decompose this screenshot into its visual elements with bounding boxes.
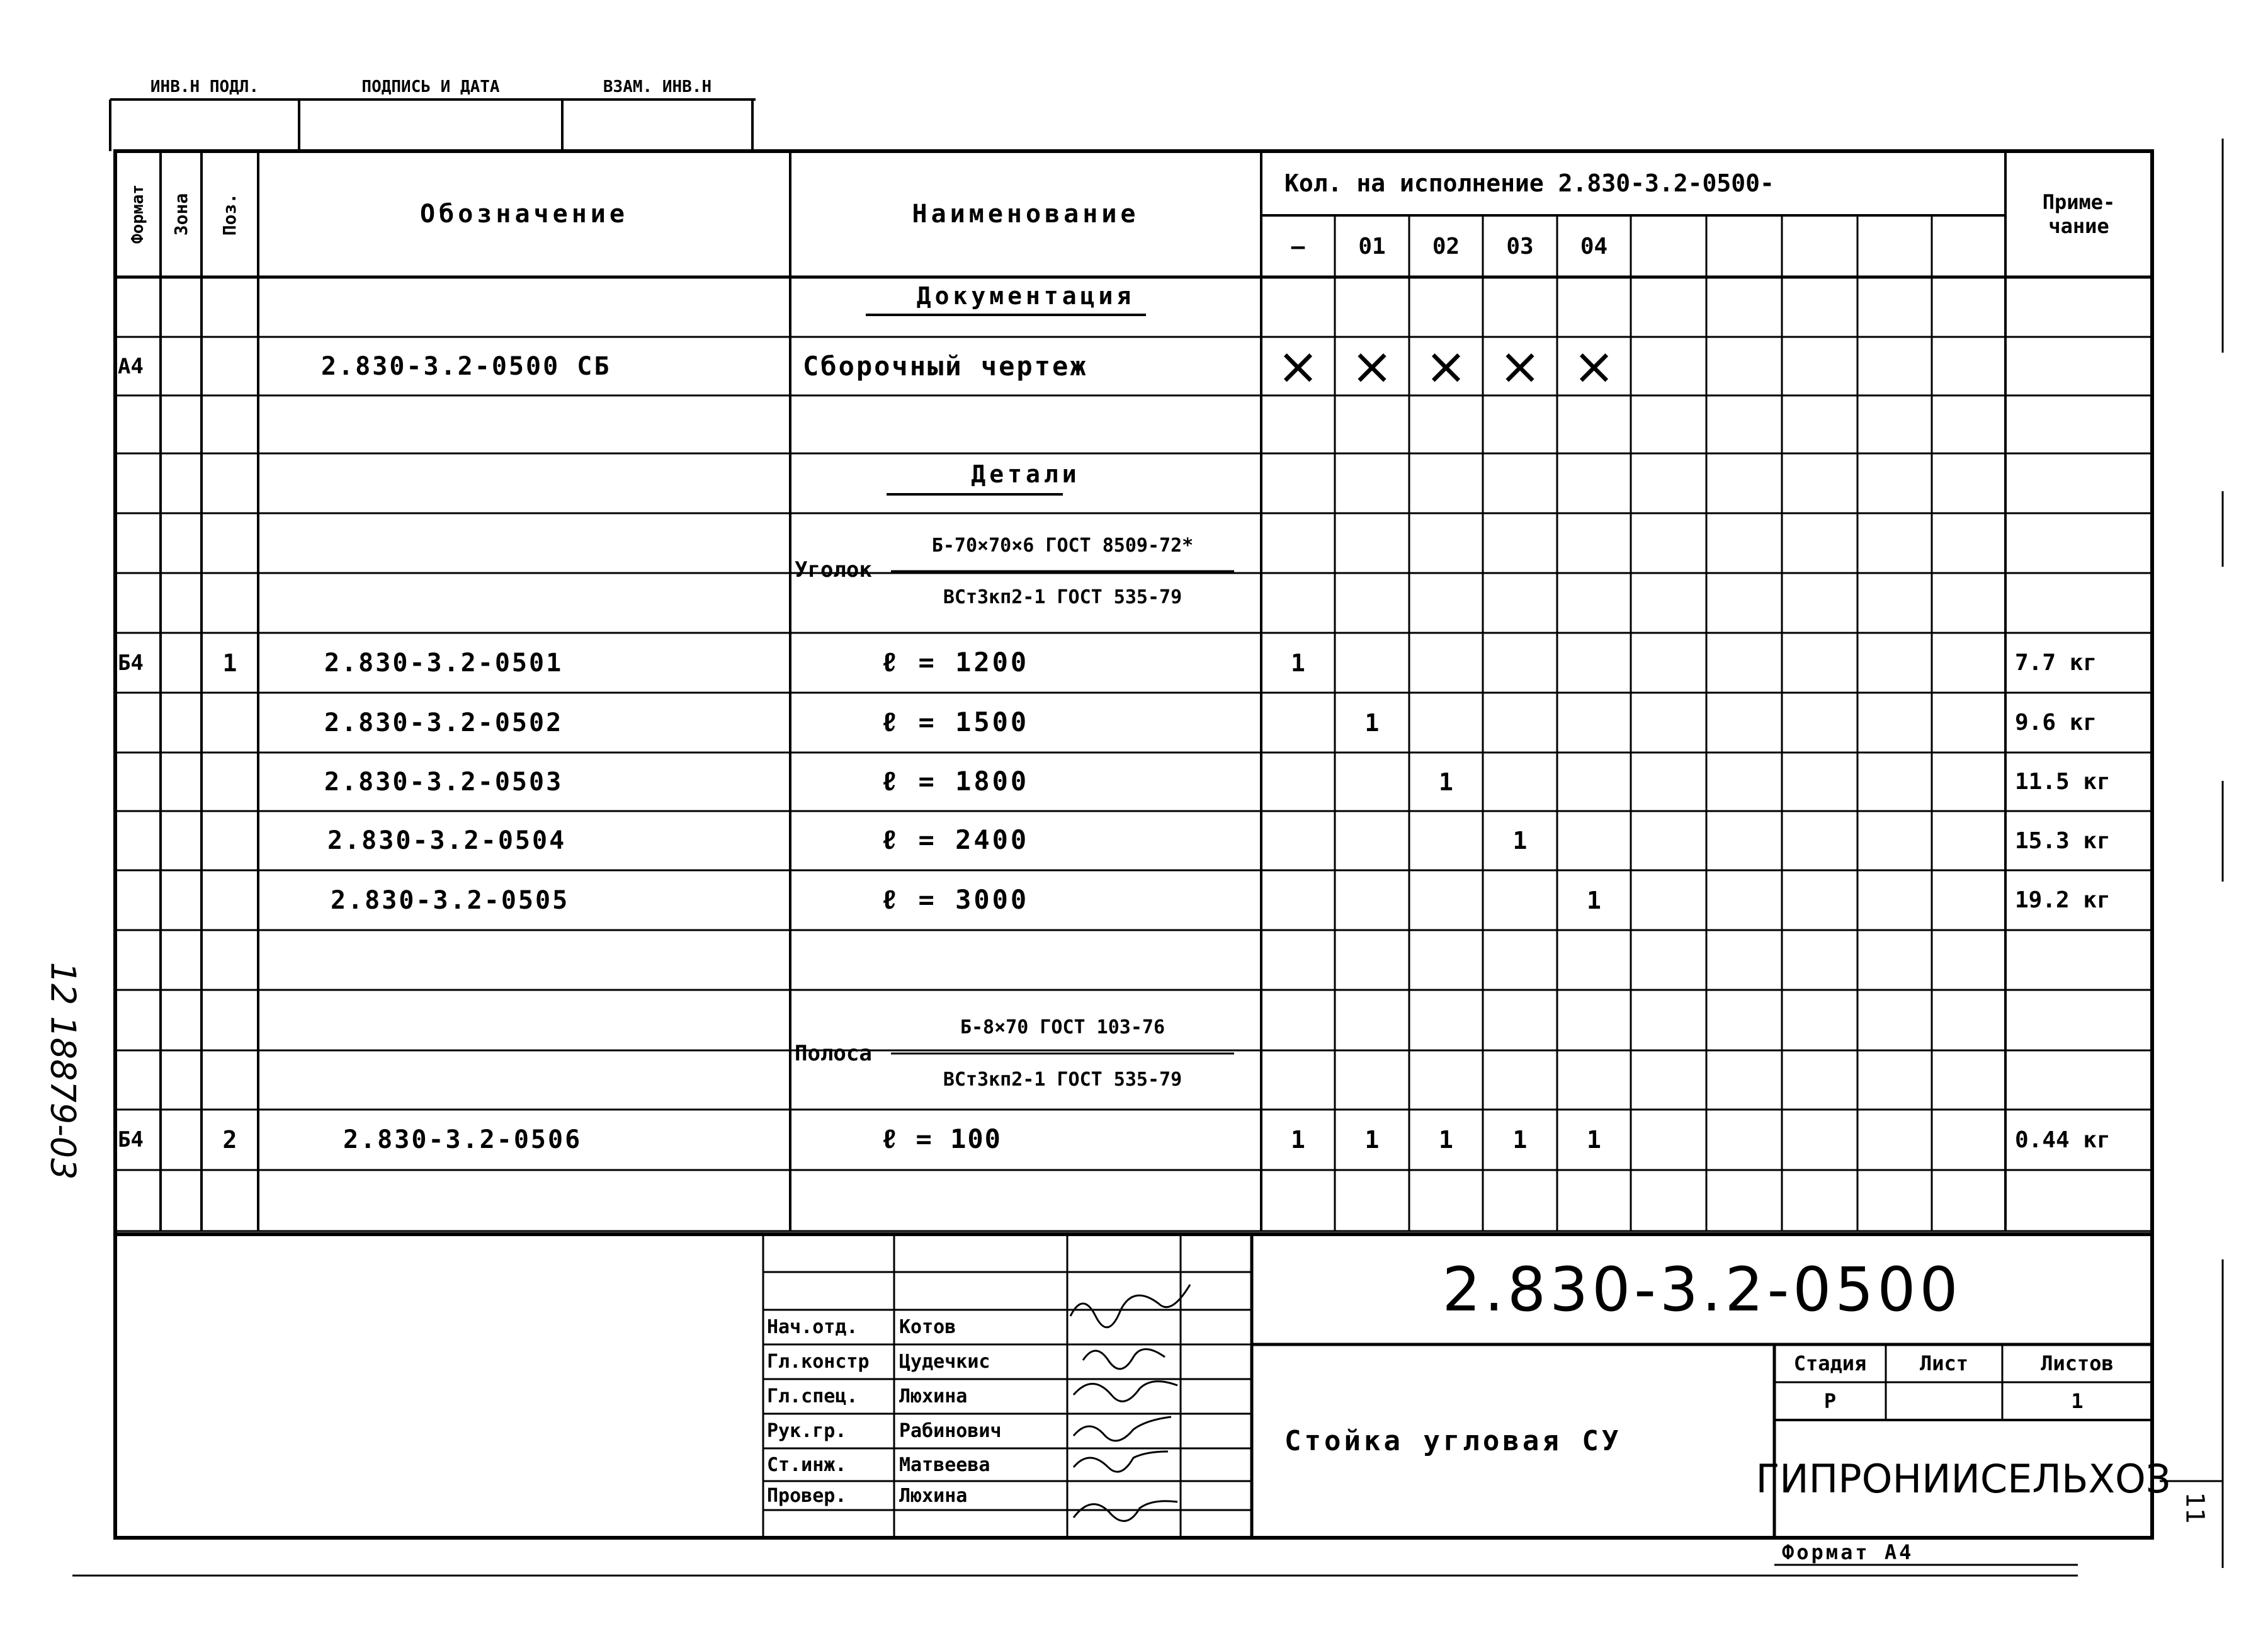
row-qty-0 [1261, 753, 1335, 811]
role-label: Гл.спец. [767, 1385, 858, 1407]
row-qty-3 [1483, 870, 1557, 930]
row-qty-0: 1 [1291, 1126, 1305, 1154]
person-name: Цудечкис [899, 1351, 990, 1373]
row-note: 11.5 кг [2015, 769, 2111, 795]
role-label: Ст.инж. [767, 1453, 847, 1476]
doc-format: А4 [118, 353, 144, 379]
variant-01: 01 [1358, 233, 1386, 259]
row-qty-4 [1557, 693, 1631, 753]
header-format-cell [115, 151, 161, 277]
stage-label: Стадия [1793, 1351, 1867, 1375]
row-designation: 2.830-3.2-0501 [324, 648, 564, 678]
side-note: 12 18879-03 [43, 962, 83, 1179]
person-name: Котов [899, 1316, 956, 1338]
row-qty-3: 1 [1512, 1126, 1528, 1154]
signature-marks [1070, 1285, 1190, 1521]
row-qty-1: 1 [1364, 708, 1380, 737]
row-designation: 2.830-3.2-0505 [331, 885, 570, 915]
header-pos-cell [201, 151, 258, 277]
row-qty-1: 1 [1364, 1126, 1380, 1154]
section-docs: Документация [916, 282, 1135, 310]
doc-mark-4: × [1572, 337, 1616, 395]
header-qty: Кол. на исполнение 2.830-3.2-0500- [1284, 169, 1774, 197]
stub-sign-label: ПОДПИСЬ И ДАТА [361, 77, 500, 96]
row-qty-2 [1409, 693, 1483, 753]
stub-inv-label: ИНВ.Н ПОДЛ. [150, 77, 259, 96]
row-note: 19.2 кг [2015, 887, 2111, 913]
person-name: Люхина [899, 1385, 968, 1407]
row-note: 15.3 кг [2015, 827, 2111, 854]
sheet-label: Лист [1919, 1351, 1969, 1375]
row-qty-0 [1261, 811, 1335, 870]
row-qty-2: 1 [1439, 1126, 1453, 1154]
doc-name: Сборочный чертеж [803, 351, 1088, 382]
role-label: Гл.констр [767, 1351, 870, 1373]
angle-denom: ВСт3кп2-1 ГОСТ 535-79 [943, 586, 1182, 608]
person-name: Матвеева [899, 1453, 990, 1476]
sheets-value: 1 [2071, 1389, 2084, 1413]
row-pos: 2 [222, 1126, 237, 1154]
row-name: ℓ = 1200 [882, 646, 1029, 678]
row-qty-4 [1557, 633, 1631, 693]
row-qty-2 [1409, 633, 1483, 693]
format-label: Формат А4 [1782, 1540, 1914, 1564]
row-pos: 1 [222, 649, 237, 677]
row-name: ℓ = 100 [882, 1123, 1002, 1154]
row-qty-2: 1 [1439, 768, 1453, 796]
side-note-cell [38, 894, 88, 1247]
person-name: Рабинович [899, 1420, 1002, 1442]
row-qty-3 [1483, 753, 1557, 811]
header-format: Формат [128, 185, 148, 244]
row-qty-2 [1409, 811, 1483, 870]
header-zone-cell [161, 151, 201, 277]
row-qty-4 [1557, 753, 1631, 811]
doc-title: Стойка угловая СУ [1284, 1425, 1622, 1457]
row-qty-1 [1335, 811, 1409, 870]
row-name: ℓ = 2400 [882, 824, 1029, 855]
row-designation: 2.830-3.2-0506 [343, 1125, 582, 1154]
margin-mark: 11 [2180, 1492, 2209, 1525]
row-qty-0: 1 [1291, 649, 1305, 677]
role-label: Нач.отд. [767, 1316, 858, 1338]
variant-03: 03 [1506, 233, 1534, 259]
header-zone: Зона [171, 193, 191, 236]
section-parts: Детали [971, 460, 1080, 488]
angle-numer: Б-70×70×6 ГОСТ 8509-72* [931, 534, 1194, 557]
row-qty-0 [1261, 870, 1335, 930]
doc-mark-0: × [1276, 337, 1320, 395]
doc-mark-2: × [1424, 337, 1468, 395]
doc-mark-1: × [1351, 337, 1393, 395]
row-qty-3 [1483, 693, 1557, 753]
row-note: 9.6 кг [2015, 710, 2097, 736]
variant-base: — [1291, 233, 1305, 259]
row-qty-2 [1409, 870, 1483, 930]
row-name: ℓ = 1500 [882, 706, 1029, 737]
person-name: Люхина [899, 1484, 968, 1507]
role-label: Рук.гр. [767, 1420, 847, 1442]
row-qty-3: 1 [1512, 827, 1528, 855]
role-label: Провер. [767, 1484, 847, 1507]
row-note: 7.7 кг [2015, 650, 2097, 676]
row-note: 0.44 кг [2015, 1127, 2111, 1153]
row-qty-1 [1335, 870, 1409, 930]
row-designation: 2.830-3.2-0502 [324, 708, 564, 737]
row-name: ℓ = 3000 [882, 883, 1029, 915]
header-designation: Обозначение [420, 200, 628, 229]
row-format: Б4 [118, 1127, 144, 1152]
row-qty-3 [1483, 633, 1557, 693]
variant-02: 02 [1432, 233, 1460, 259]
strip-denom: ВСт3кп2-1 ГОСТ 535-79 [943, 1068, 1182, 1091]
doc-mark-3: × [1499, 337, 1541, 395]
row-qty-4: 1 [1587, 886, 1601, 914]
row-format: Б4 [118, 650, 144, 676]
header-name: Наименование [912, 200, 1140, 229]
row-designation: 2.830-3.2-0503 [324, 767, 564, 797]
org-name: ГИПРОНИИСЕЛЬХОЗ [1755, 1456, 2171, 1502]
row-designation: 2.830-3.2-0504 [327, 826, 567, 855]
row-qty-1 [1335, 633, 1409, 693]
row-qty-0 [1261, 693, 1335, 753]
strip-numer: Б-8×70 ГОСТ 103-76 [960, 1016, 1165, 1038]
stub-replace-label: ВЗАМ. ИНВ.Н [603, 77, 712, 96]
stage-value: Р [1823, 1389, 1837, 1413]
variant-04: 04 [1580, 233, 1608, 259]
sheets-label: Листов [2041, 1351, 2114, 1375]
strip-label: Полоса [795, 1041, 872, 1066]
row-qty-1 [1335, 753, 1409, 811]
doc-number: 2.830-3.2-0500 [1442, 1254, 1962, 1325]
header-pos: Поз. [219, 193, 241, 236]
angle-label: Уголок [795, 557, 872, 582]
doc-designation: 2.830-3.2-0500 СБ [321, 351, 611, 381]
row-qty-4 [1557, 811, 1631, 870]
row-qty-4: 1 [1587, 1126, 1601, 1154]
row-name: ℓ = 1800 [882, 765, 1029, 797]
margin-mark-cell [2175, 1486, 2213, 1530]
header-note: Приме- чание [2042, 190, 2116, 238]
